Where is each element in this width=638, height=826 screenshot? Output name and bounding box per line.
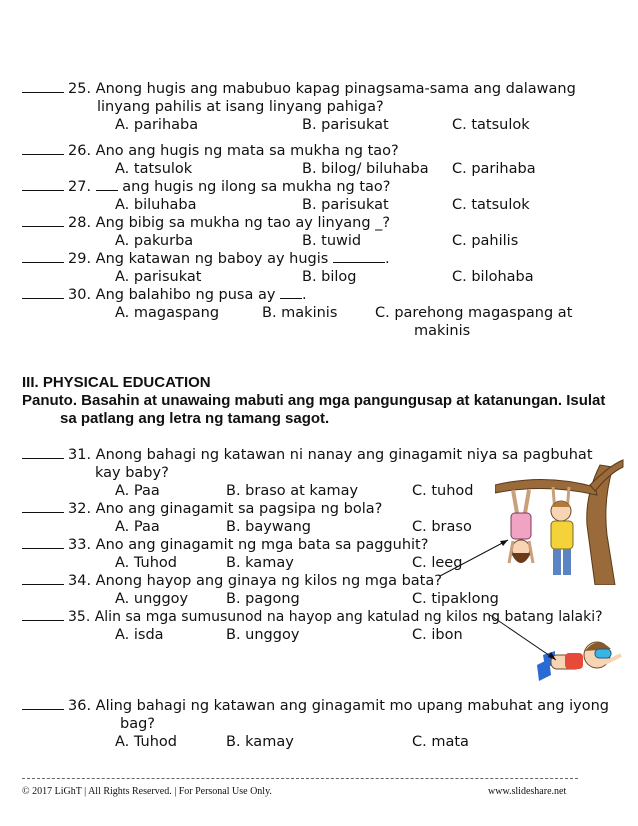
choice-a: A. Tuhod	[115, 555, 177, 571]
choice-b: B. parisukat	[302, 197, 389, 213]
choice-a: A. parisukat	[115, 269, 202, 285]
choice-b: B. makinis	[262, 305, 338, 321]
choice-a: A. pakurba	[115, 233, 194, 249]
choice-a: A. Tuhod	[115, 734, 177, 750]
choice-c: C. tatsulok	[452, 197, 530, 213]
question-text: 33. Ano ang ginagamit ng mga bata sa pagguhit?	[68, 537, 429, 553]
choice-a: A. Paa	[115, 483, 160, 499]
choice-b: B. unggoy	[226, 627, 300, 643]
choice-c-cont: makinis	[414, 323, 471, 339]
choice-a: A. isda	[115, 627, 164, 643]
choice-b: B. baywang	[226, 519, 311, 535]
choice-c: C. mata	[412, 734, 469, 750]
choice-b: B. parisukat	[302, 117, 389, 133]
choice-c: C. pahilis	[452, 233, 519, 249]
choice-a: A. unggoy	[115, 591, 189, 607]
question-text: 26. Ano ang hugis ng mata sa mukha ng tao?	[68, 143, 399, 159]
footer-website[interactable]: www.slideshare.net	[488, 786, 567, 797]
choice-b: B. bilog/ biluhaba	[302, 161, 429, 177]
choice-c: C. tatsulok	[452, 117, 530, 133]
footer-divider	[22, 778, 578, 779]
question-text: ang hugis ng ilong sa mukha ng tao?	[122, 179, 391, 195]
question-text: 31. Anong bahagi ng katawan ni nanay ang ginagamit niya sa pagbuhat	[68, 447, 593, 463]
choice-c: C. braso	[412, 519, 472, 535]
question-25-cont: linyang pahilis at isang linyang pahiga?	[97, 99, 384, 115]
instructions-line-1: Panuto. Basahin at unawaing mabuti ang mga pangungusap at katanungan. Isulat	[22, 392, 606, 409]
choice-b: B. pagong	[226, 591, 300, 607]
choice-b: B. tuwid	[302, 233, 362, 249]
choice-a: A. Paa	[115, 519, 160, 535]
question-text: 25. Anong hugis ang mabubuo kapag pinagsama-sama ang dalawang	[68, 81, 576, 97]
choice-b: B. kamay	[226, 734, 294, 750]
question-text: 32. Ano ang ginagamit sa pagsipa ng bola?	[68, 501, 383, 517]
choice-a: A. biluhaba	[115, 197, 197, 213]
choice-c: C. parehong magaspang at	[375, 305, 573, 321]
choice-b: B. braso at kamay	[226, 483, 359, 499]
choice-c: C. ibon	[412, 627, 463, 643]
choice-a: A. parihaba	[115, 117, 199, 133]
question-text: 28. Ang bibig sa mukha ng tao ay linyang _?	[68, 215, 391, 231]
section-title: III. PHYSICAL EDUCATION	[22, 374, 211, 391]
question-number: 27.	[68, 179, 92, 195]
choice-c: C. tipaklong	[412, 591, 499, 607]
choice-c: C. tuhod	[412, 483, 474, 499]
question-36-cont: bag?	[120, 716, 155, 732]
question-text: 35. Alin sa mga sumusunod na hayop ang katulad ng kilos ng batang lalaki?	[68, 609, 603, 625]
question-text: 29. Ang katawan ng baboy ay hugis	[68, 251, 329, 267]
choice-a: A. tatsulok	[115, 161, 193, 177]
choice-c: C. parihaba	[452, 161, 536, 177]
period: .	[302, 287, 307, 303]
choice-c: C. leeg	[412, 555, 463, 571]
period: .	[384, 251, 390, 267]
question-text: 34. Anong hayop ang ginaya ng kilos ng mga bata?	[68, 573, 442, 589]
choice-b: B. kamay	[226, 555, 294, 571]
question-text: 36. Aling bahagi ng katawan ang ginagamit mo upang mabuhat ang iyong	[68, 698, 609, 714]
choice-b: B. bilog	[302, 269, 357, 285]
instructions-line-2: sa patlang ang letra ng tamang sagot.	[60, 410, 330, 427]
choice-c: C. bilohaba	[452, 269, 534, 285]
question-text: 30. Ang balahibo ng pusa ay	[68, 287, 276, 303]
footer-copyright: © 2017 LiGhT | All Rights Reserved. | For Personal Use Only.	[22, 786, 272, 797]
question-31-cont: kay baby?	[95, 465, 169, 481]
choice-a: A. magaspang	[115, 305, 220, 321]
